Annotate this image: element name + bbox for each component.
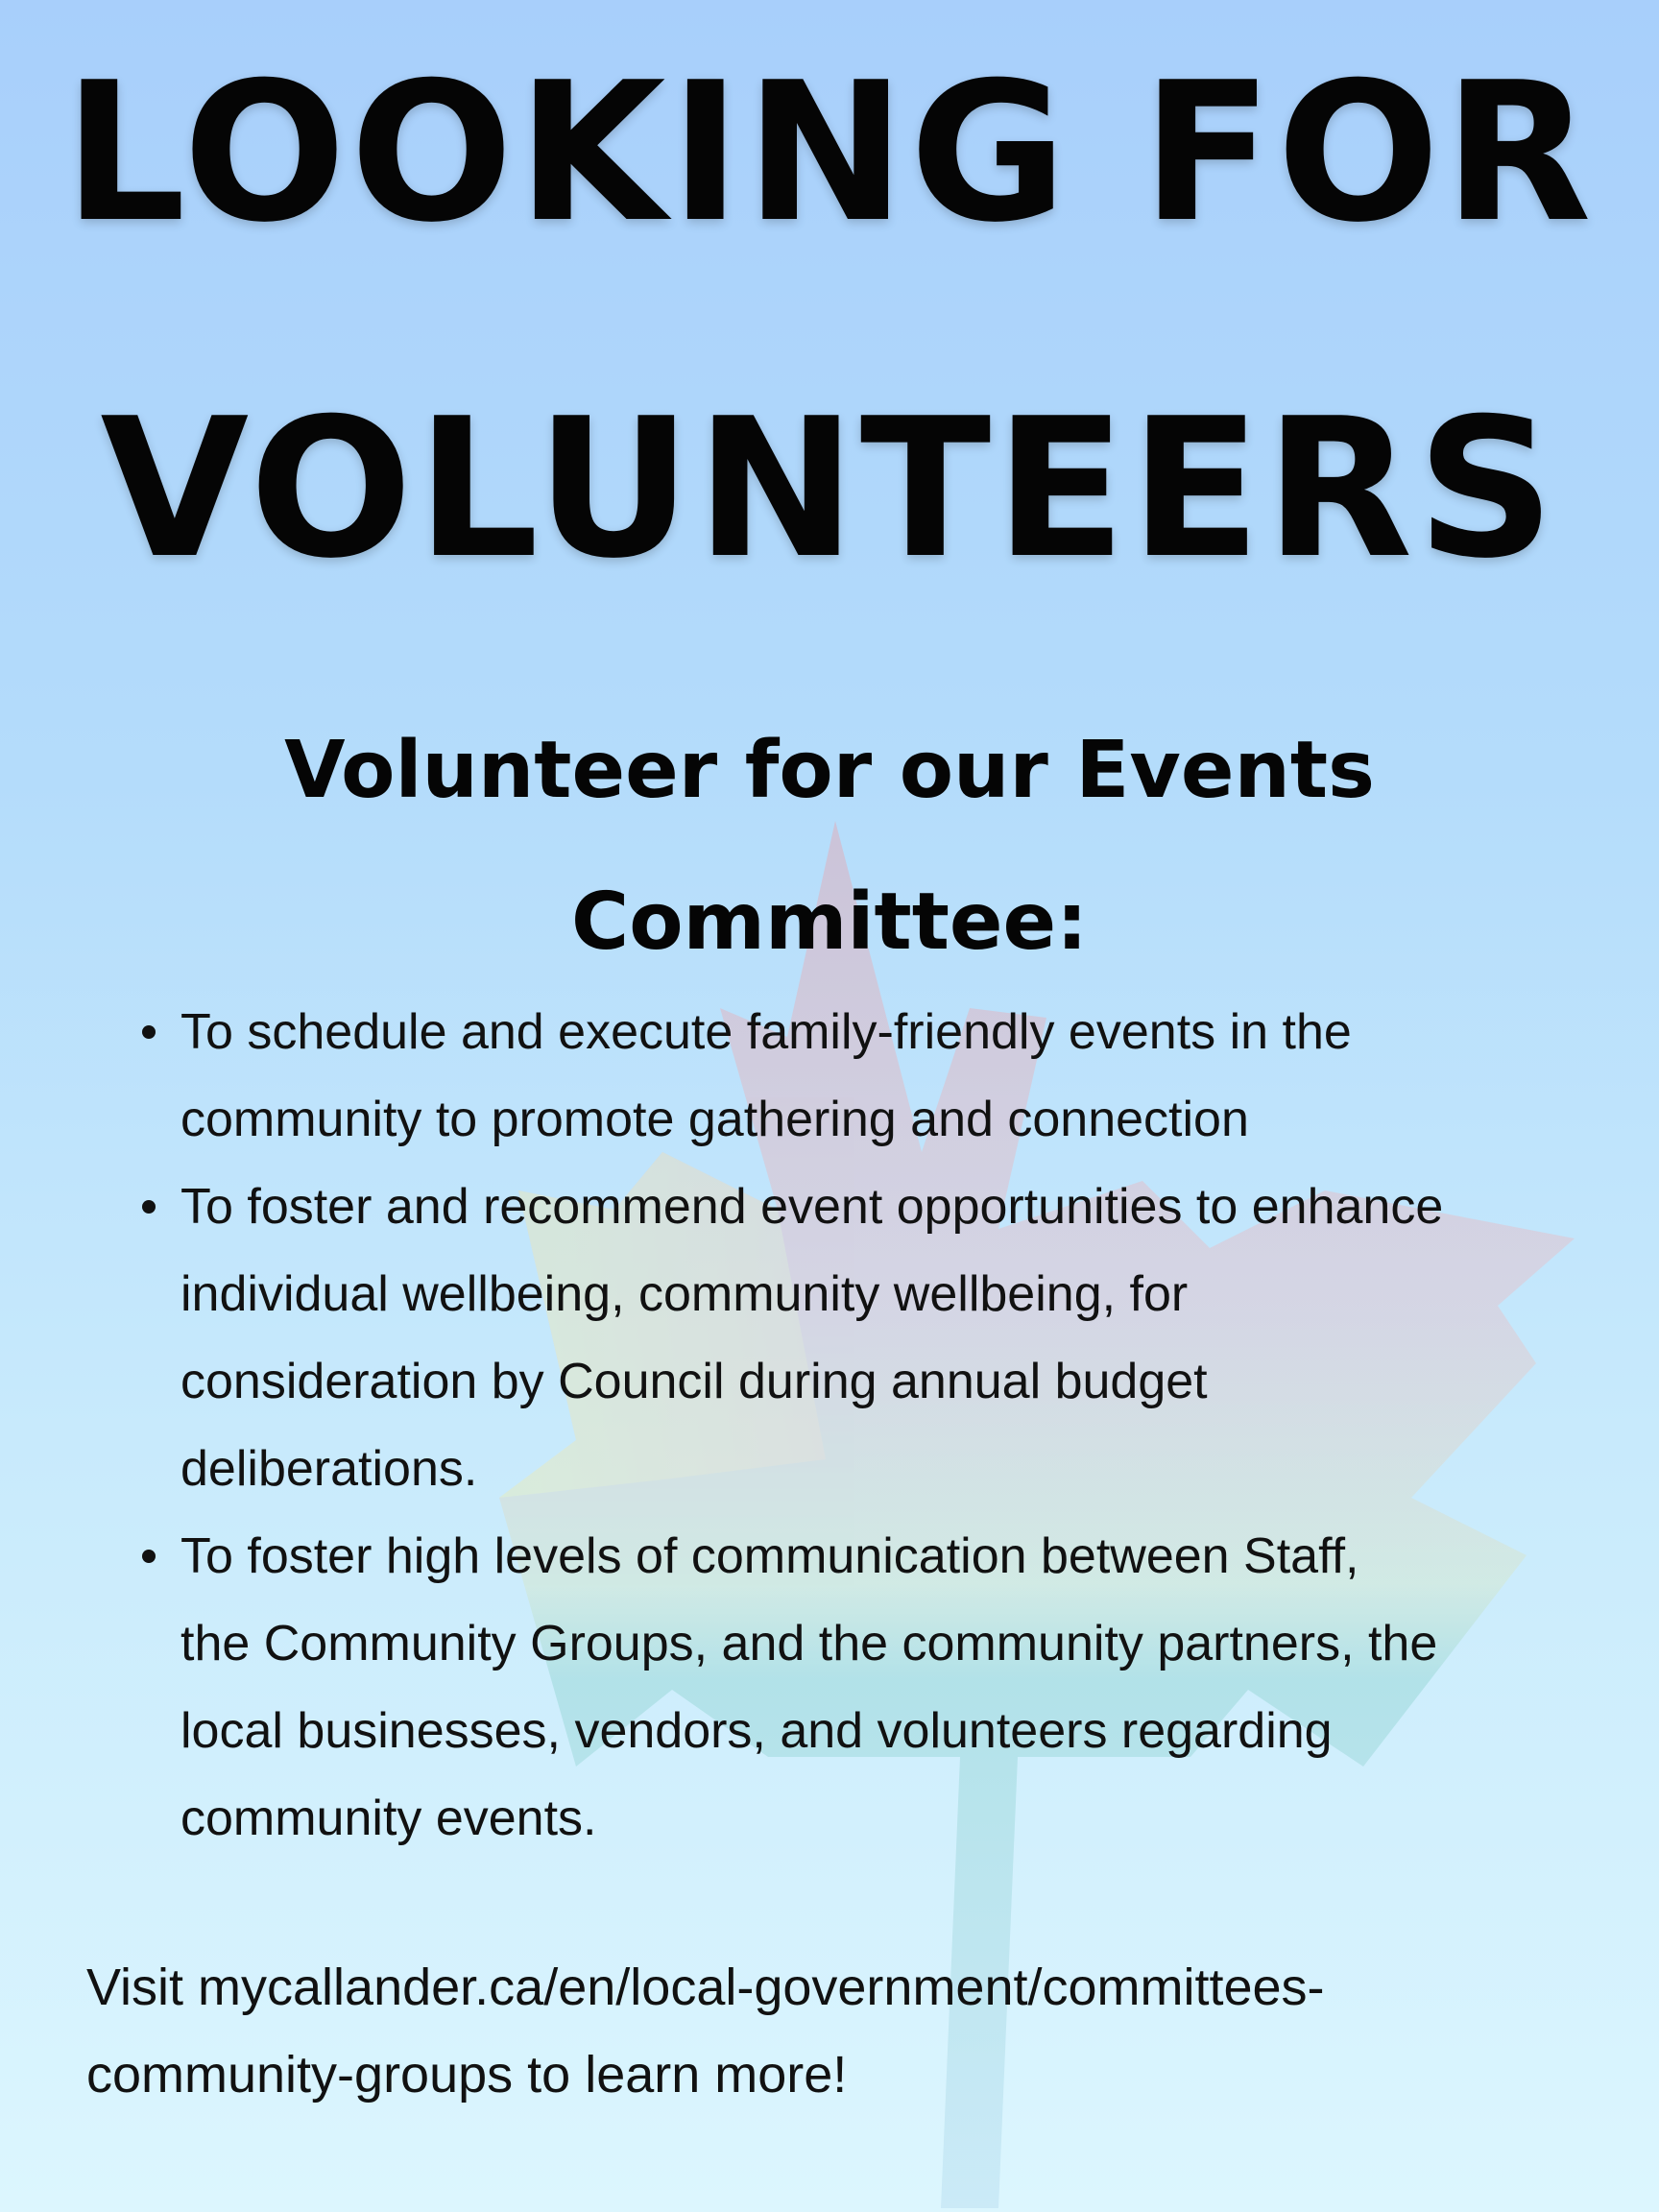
list-item-line: community to promote gathering and connection: [180, 1092, 1249, 1147]
list-item-line: consideration by Council during annual budget: [180, 1354, 1208, 1409]
footer-line-1: Visit mycallander.ca/en/local-government/committees-: [86, 1959, 1325, 2016]
bullet-dot-icon: [142, 1550, 156, 1563]
learn-more-text: [86, 1944, 1623, 2119]
duties-list: [134, 989, 1613, 1863]
list-item-line: individual wellbeing, community wellbeing, for: [180, 1266, 1189, 1322]
subheading-line-2: Committee:: [571, 877, 1088, 968]
footer-line-2: community-groups to learn more!: [86, 2046, 848, 2104]
list-item-line: To foster high levels of communication between Staff,: [180, 1528, 1359, 1584]
list-item-line: To foster and recommend event opportunities to enhance: [180, 1179, 1444, 1235]
list-item-line: the Community Groups, and the community partners, the: [180, 1616, 1438, 1671]
headline-line-1: LOOKING FOR: [63, 41, 1596, 265]
bullet-dot-icon: [142, 1025, 156, 1039]
list-item: [134, 1513, 1613, 1863]
list-item: [134, 989, 1613, 1164]
list-item-line: deliberations.: [180, 1441, 478, 1497]
bullet-dot-icon: [142, 1200, 156, 1214]
subheading-line-1: Volunteer for our Events: [284, 725, 1375, 816]
list-item-line: local businesses, vendors, and volunteers regarding: [180, 1703, 1333, 1759]
list-item-line: community events.: [180, 1791, 597, 1846]
list-item-line: To schedule and execute family-friendly events in the: [180, 1004, 1352, 1060]
list-item: [134, 1164, 1613, 1513]
headline-line-2: VOLUNTEERS: [100, 377, 1559, 601]
